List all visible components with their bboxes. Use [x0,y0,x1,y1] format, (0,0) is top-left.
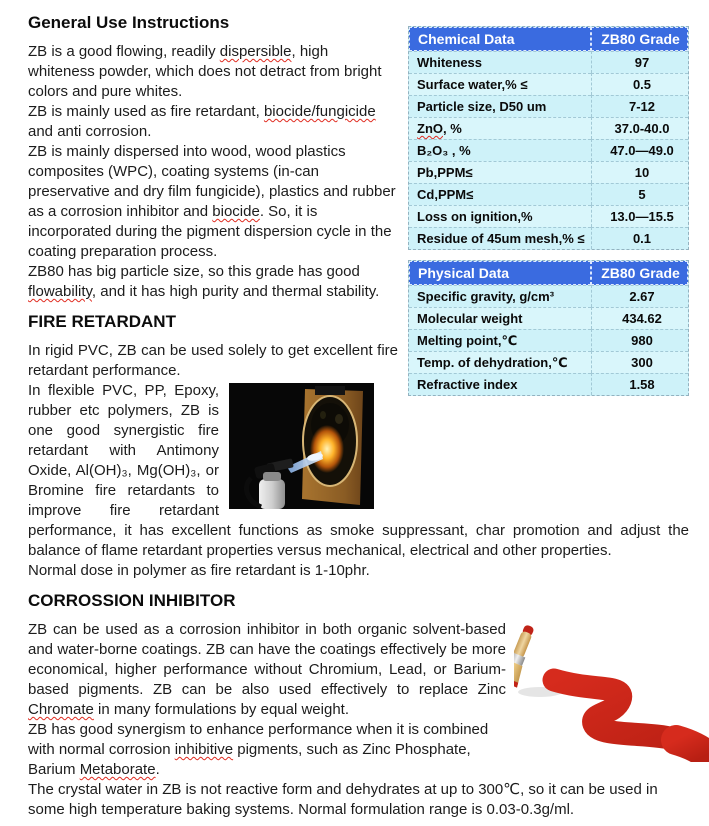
misspelled-word: ZnO [417,121,443,136]
property-label [409,307,591,329]
table-row [409,183,688,205]
board-clamp [315,386,345,395]
property-value: 5 [591,183,688,205]
property-label [409,373,591,395]
property-label [409,73,591,95]
text-segment: ZB is mainly used as fire retardant, [28,103,264,120]
property-label [409,329,591,351]
text-segment: ZB has good synergism to enhance performance when it is combined with normal corrosion [28,721,489,758]
paint-swoosh-end [676,740,706,755]
chemical-data-header: Chemical Data [409,27,591,51]
table-row [409,51,688,73]
table-row [409,161,688,183]
paint-brush-illustration [514,622,709,762]
table-row [409,205,688,227]
chemical-grade-header: ZB80 Grade [591,27,688,51]
table-row [409,227,688,249]
text-segment: In flexible PVC, PP, Epoxy, rubber etc polymers, ZB is one good synergistic fire retardant with Antimony Oxide, Al(OH)₃, Mg(OH)₃, or Bromine fire retardants to improve fire retardant performance, it has excellent functions as smoke suppressant, char promotion and adjust the balance of flame retardant properties versus mechanical, electrical and other properties. [28,382,689,559]
text-segment: , high whiteness powder, which does not detract from bright colors and pure whites. [28,43,382,100]
property-label [409,351,591,373]
paragraph [28,780,689,820]
flame-glow [310,425,344,473]
text-segment: ZB80 has big particle size, so this grade has good [28,263,360,280]
char-speck [335,414,343,424]
table-row [409,307,688,329]
text-segment: pigments, such as Zinc Phosphate, Barium [28,741,471,778]
paragraph [28,561,689,581]
physical-header-row [409,261,688,285]
misspelled-word: dispersible [219,43,292,60]
property-label [409,285,591,307]
text-segment: In rigid PVC, ZB can be used solely to get excellent fire retardant performance. [28,342,398,379]
property-value: 300 [591,351,688,373]
text-segment: Surface water,% ≤ [417,77,528,92]
property-value: 0.5 [591,73,688,95]
property-value: 7-12 [591,95,688,117]
table-row [409,73,688,95]
table-row [409,285,688,307]
physical-data-header: Physical Data [409,261,591,285]
section-heading-general-use: General Use Instructions [28,13,230,32]
table-row [409,95,688,117]
misspelled-word: biocide/fungicide [263,103,376,120]
text-segment: . [155,761,160,778]
text-segment: ZB is mainly dispersed into wood, wood plastics composites (WPC), coating systems (in-can preservative and dry film fungicide), plastics and rubber as a corrosion inhibitor and [28,143,396,220]
flame-test-photo [229,383,374,509]
misspelled-word: Chromate [28,701,94,718]
text-segment: Whiteness [417,55,483,70]
table-row [409,117,688,139]
text-segment: Cd,PPM≤ [417,187,474,202]
text-segment: . So, it is incorporated during the pigment dispersion cycle in the coating preparation process. [28,203,392,260]
text-segment: ZB is a good flowing, readily [28,43,220,60]
physical-grade-header: ZB80 Grade [591,261,688,285]
text-segment: Loss on ignition,% [417,209,533,224]
text-segment: , % [443,121,462,136]
section-heading-fire-retardant: FIRE RETARDANT [28,312,176,331]
text-segment: The crystal water in ZB is not reactive form and dehydrates at up to 300℃, so it can be used in some high temperature baking systems. Normal formulation range is 0.03-0.3g/ml. [28,781,658,818]
text-segment: in many formulations by equal weight. [93,701,349,718]
paint-brush-image [514,622,709,768]
property-label [409,51,591,73]
physical-data-table [408,260,689,396]
text-segment: Temp. of dehydration,℃ [417,354,568,370]
property-value: 0.1 [591,227,688,249]
misspelled-word: Metaborate [79,761,156,778]
property-label [409,95,591,117]
text-segment: Pb,PPM≤ [417,165,473,180]
char-speck [320,411,326,419]
property-value: 97 [591,51,688,73]
property-label [409,205,591,227]
text-segment: B₂O₃ , % [417,143,471,158]
misspelled-word: inhibitive [174,741,234,758]
chemical-data-table [408,26,689,250]
text-segment: Particle size, D50 um [417,99,547,114]
text-segment: and anti corrosion. [28,123,152,140]
misspelled-word: biocide [212,203,260,220]
text-segment: Residue of 45um mesh,% ≤ [417,231,585,246]
property-value: 2.67 [591,285,688,307]
table-row [409,329,688,351]
table-row [409,373,688,395]
section-heading-corrosion-inhibitor: CORROSSION INHIBITOR [28,591,236,610]
gas-canister [259,479,285,509]
property-value: 37.0-40.0 [591,117,688,139]
canister-cap [263,472,281,481]
property-value: 13.0—15.5 [591,205,688,227]
chemical-header-row [409,27,688,51]
property-label [409,117,591,139]
text-segment: Refractive index [417,377,518,392]
property-label [409,139,591,161]
brush-icon [514,622,540,688]
text-segment: Molecular weight [417,311,523,326]
property-value: 47.0—49.0 [591,139,688,161]
property-label [409,227,591,249]
table-row [409,139,688,161]
misspelled-word: flowability [28,283,92,300]
flame-test-image [229,383,374,509]
property-value: 980 [591,329,688,351]
text-segment: , and it has high purity and thermal stability. [91,283,380,300]
property-value: 10 [591,161,688,183]
text-segment: ZB can be used as a corrosion inhibitor in both organic solvent-based and water-borne coatings. ZB can have the coatings effectively be more economical, higher performance without Chromium, Lead, or Barium-based pigments. ZB can be also used effectively to replace Zinc [28,621,506,698]
property-value: 1.58 [591,373,688,395]
property-label [409,183,591,205]
text-segment: Melting point,℃ [417,332,518,348]
property-value: 434.62 [591,307,688,329]
text-segment: Specific gravity, g/cm³ [417,289,555,304]
spec-tables [408,26,689,406]
property-label [409,161,591,183]
table-row [409,351,688,373]
text-segment: Normal dose in polymer as fire retardant is 1-10phr. [28,562,370,579]
